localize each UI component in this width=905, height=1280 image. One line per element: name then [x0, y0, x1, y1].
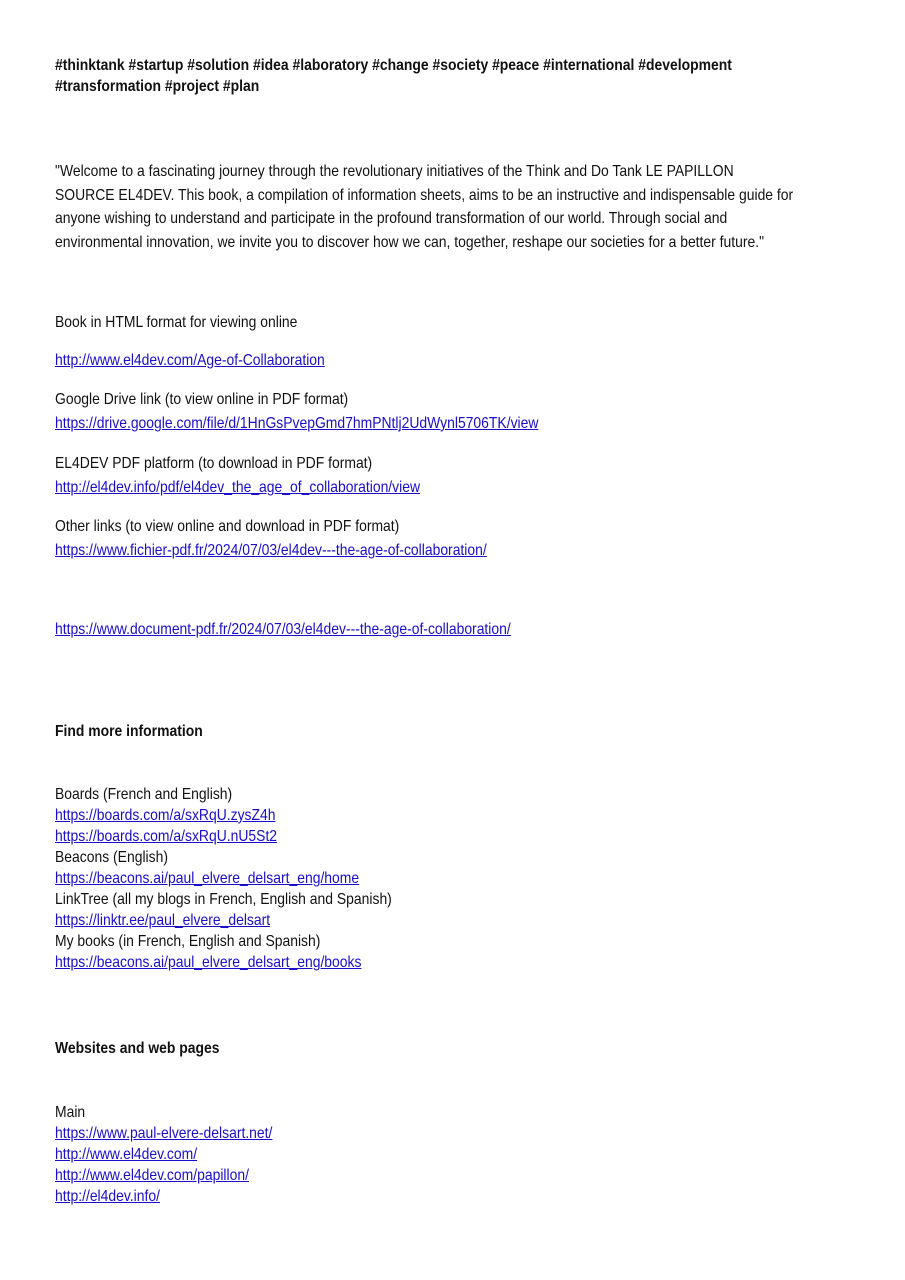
linktree-link[interactable]: https://linktr.ee/paul_elvere_delsart [55, 912, 271, 929]
fichier-pdf-link[interactable]: https://www.fichier-pdf.fr/2024/07/03/el4dev---the-age-of-collaboration/ [55, 542, 487, 559]
beacons-label: Beacons (English) [55, 849, 168, 866]
intro-line-2: SOURCE EL4DEV. This book, a compilation of information sheets, aims to be an instructive and indispensable guide for [55, 187, 794, 204]
intro-line-4: environmental innovation, we invite you to discover how we can, together, reshape our societies for a better future." [55, 234, 765, 251]
website-link-4[interactable]: http://el4dev.info/ [55, 1188, 160, 1205]
boards-link-1[interactable]: https://boards.com/a/sxRqU.zysZ4h [55, 807, 276, 824]
hashtags-line-2: #transformation #project #plan [55, 78, 260, 95]
website-link-3[interactable]: http://www.el4dev.com/papillon/ [55, 1167, 249, 1184]
other-links-label: Other links (to view online and download in PDF format) [55, 518, 400, 535]
website-link-1[interactable]: https://www.paul-elvere-delsart.net/ [55, 1125, 273, 1142]
more-info-heading: Find more information [55, 723, 203, 740]
intro-line-3: anyone wishing to understand and participate in the profound transformation of our world. Through social and [55, 210, 728, 227]
my-books-link[interactable]: https://beacons.ai/paul_elvere_delsart_eng/books [55, 954, 362, 971]
document-pdf-link[interactable]: https://www.document-pdf.fr/2024/07/03/el4dev---the-age-of-collaboration/ [55, 621, 511, 638]
website-link-2[interactable]: http://www.el4dev.com/ [55, 1146, 198, 1163]
boards-label: Boards (French and English) [55, 786, 233, 803]
html-book-link[interactable]: http://www.el4dev.com/Age-of-Collaboration [55, 352, 325, 369]
websites-heading: Websites and web pages [55, 1040, 220, 1057]
linktree-label: LinkTree (all my blogs in French, English and Spanish) [55, 891, 392, 908]
gdrive-label: Google Drive link (to view online in PDF format) [55, 391, 349, 408]
beacons-link[interactable]: https://beacons.ai/paul_elvere_delsart_eng/home [55, 870, 360, 887]
my-books-label: My books (in French, English and Spanish) [55, 933, 321, 950]
document-page [55, 0, 870, 1280]
intro-line-1: "Welcome to a fascinating journey through the revolutionary initiatives of the Think and Do Tank LE PAPILLON [55, 163, 734, 180]
hashtags-line-1: #thinktank #startup #solution #idea #laboratory #change #society #peace #international #development [55, 57, 732, 74]
main-label: Main [55, 1104, 86, 1121]
gdrive-link[interactable]: https://drive.google.com/file/d/1HnGsPvepGmd7hmPNtlj2UdWynl5706TK/view [55, 415, 539, 432]
pdf-platform-label: EL4DEV PDF platform (to download in PDF format) [55, 455, 373, 472]
pdf-platform-link[interactable]: http://el4dev.info/pdf/el4dev_the_age_of_collaboration/view [55, 479, 421, 496]
html-book-label: Book in HTML format for viewing online [55, 314, 298, 331]
boards-link-2[interactable]: https://boards.com/a/sxRqU.nU5St2 [55, 828, 278, 845]
